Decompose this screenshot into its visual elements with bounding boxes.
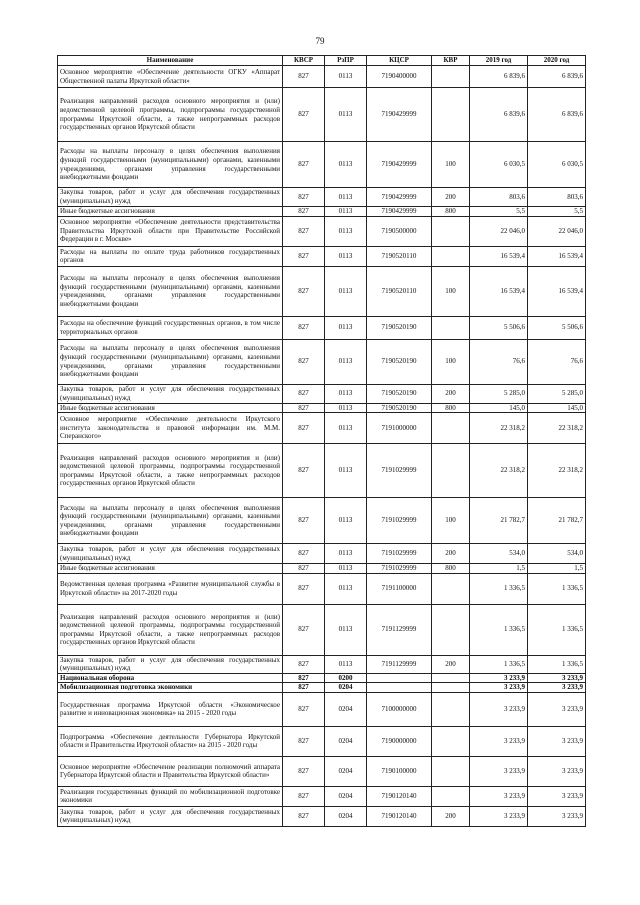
cell-y2019: 803,6 xyxy=(470,188,528,207)
cell-kcsr: 7190520190 xyxy=(367,339,432,384)
cell-y2020: 5,5 xyxy=(528,207,586,217)
cell-kvsr: 827 xyxy=(283,216,325,246)
cell-y2020: 1 336,5 xyxy=(528,604,586,655)
table-header-row xyxy=(58,56,586,66)
table-row xyxy=(58,444,586,498)
cell-y2019: 1,5 xyxy=(470,564,528,574)
cell-kvr xyxy=(432,683,470,693)
cell-name: Расходы на выплаты персоналу в целях обеспечения выполнения функций государственными (муниципальными) органами, казенными учреждениями, органами управления государственными внебюджетными фондами xyxy=(58,266,283,316)
cell-kvr: 200 xyxy=(432,384,470,403)
header-2020: 2020 год xyxy=(528,56,586,66)
cell-kcsr: 7190520190 xyxy=(367,403,432,413)
cell-rzpr: 0200 xyxy=(325,673,367,683)
cell-y2019: 22 318,2 xyxy=(470,444,528,498)
table-row xyxy=(58,498,586,544)
cell-kvsr: 827 xyxy=(283,573,325,604)
cell-kvr: 100 xyxy=(432,339,470,384)
table-row xyxy=(58,403,586,413)
cell-name: Основное мероприятие «Обеспечение реализации полномочий аппарата Губернатора Иркутской области и Правительства Иркутской области» xyxy=(58,756,283,786)
cell-kvr: 800 xyxy=(432,564,470,574)
cell-kvsr: 827 xyxy=(283,604,325,655)
table-row xyxy=(58,413,586,444)
cell-kcsr: 7191000000 xyxy=(367,413,432,444)
table-row xyxy=(58,786,586,806)
cell-kvr: 200 xyxy=(432,655,470,673)
table-row xyxy=(58,692,586,726)
cell-rzpr: 0113 xyxy=(325,88,367,142)
cell-kvr: 800 xyxy=(432,403,470,413)
cell-kcsr: 7190520190 xyxy=(367,384,432,403)
cell-y2020: 3 233,9 xyxy=(528,806,586,826)
cell-kcsr: 7191029999 xyxy=(367,564,432,574)
cell-name: Государственная программа Иркутской области «Экономическое развитие и инновационная экономика» на 2015 - 2020 годы xyxy=(58,692,283,726)
cell-y2019: 3 233,9 xyxy=(470,726,528,756)
table-row xyxy=(58,216,586,246)
cell-y2020: 534,0 xyxy=(528,544,586,564)
cell-kvsr: 827 xyxy=(283,316,325,339)
cell-rzpr: 0204 xyxy=(325,786,367,806)
cell-name: Иные бюджетные ассигнования xyxy=(58,564,283,574)
cell-y2020: 3 233,9 xyxy=(528,756,586,786)
header-kvsr: КВСР xyxy=(283,56,325,66)
cell-kvr: 200 xyxy=(432,188,470,207)
cell-kvr xyxy=(432,726,470,756)
cell-y2020: 3 233,9 xyxy=(528,692,586,726)
cell-name: Расходы на выплаты персоналу в целях обеспечения выполнения функций государственными (муниципальными) органами, казенными учреждениями, органами управления государственными внебюджетными фондами xyxy=(58,142,283,188)
cell-kcsr: 7191029999 xyxy=(367,444,432,498)
cell-rzpr: 0113 xyxy=(325,266,367,316)
cell-kvr xyxy=(432,573,470,604)
header-kvr: КВР xyxy=(432,56,470,66)
cell-y2020: 6 839,6 xyxy=(528,88,586,142)
cell-kvr xyxy=(432,246,470,266)
cell-y2020: 16 539,4 xyxy=(528,246,586,266)
cell-y2019: 76,6 xyxy=(470,339,528,384)
cell-kvr xyxy=(432,66,470,88)
cell-name: Закупка товаров, работ и услуг для обеспечения государственных (муниципальных) нужд xyxy=(58,806,283,826)
cell-kcsr: 7190000000 xyxy=(367,726,432,756)
cell-y2019: 3 233,9 xyxy=(470,786,528,806)
cell-y2020: 5 285,0 xyxy=(528,384,586,403)
cell-y2019: 6 839,6 xyxy=(470,66,528,88)
cell-kvsr: 827 xyxy=(283,806,325,826)
cell-name: Ведомственная целевая программа «Развитие муниципальной службы в Иркутской области» на 2017-2020 годы xyxy=(58,573,283,604)
cell-kcsr: 7190429999 xyxy=(367,88,432,142)
cell-y2019: 5 285,0 xyxy=(470,384,528,403)
cell-kvsr: 827 xyxy=(283,444,325,498)
cell-rzpr: 0204 xyxy=(325,806,367,826)
cell-y2019: 6 839,6 xyxy=(470,88,528,142)
table-row xyxy=(58,683,586,693)
cell-rzpr: 0113 xyxy=(325,142,367,188)
cell-kvr xyxy=(432,786,470,806)
cell-kvsr: 827 xyxy=(283,339,325,384)
header-rzpr: РзПР xyxy=(325,56,367,66)
table-row xyxy=(58,573,586,604)
cell-rzpr: 0113 xyxy=(325,573,367,604)
cell-kcsr: 7190400000 xyxy=(367,66,432,88)
cell-rzpr: 0204 xyxy=(325,683,367,693)
cell-y2019: 534,0 xyxy=(470,544,528,564)
cell-kvr: 200 xyxy=(432,806,470,826)
cell-y2020: 22 046,0 xyxy=(528,216,586,246)
cell-kvr xyxy=(432,756,470,786)
cell-kvr xyxy=(432,444,470,498)
cell-y2019: 3 233,9 xyxy=(470,673,528,683)
cell-rzpr: 0204 xyxy=(325,726,367,756)
cell-kvsr: 827 xyxy=(283,756,325,786)
cell-kvsr: 827 xyxy=(283,655,325,673)
cell-y2019: 5,5 xyxy=(470,207,528,217)
cell-kcsr: 7190520110 xyxy=(367,266,432,316)
cell-kvr: 200 xyxy=(432,544,470,564)
cell-rzpr: 0113 xyxy=(325,207,367,217)
cell-rzpr: 0113 xyxy=(325,403,367,413)
cell-y2020: 21 782,7 xyxy=(528,498,586,544)
cell-y2019: 6 030,5 xyxy=(470,142,528,188)
cell-kcsr: 7190429999 xyxy=(367,142,432,188)
table-row xyxy=(58,188,586,207)
cell-name: Расходы на выплаты персоналу в целях обеспечения выполнения функций государственными (муниципальными) органами, казенными учреждениями, органами управления государственными внебюджетными фондами xyxy=(58,339,283,384)
cell-kvsr: 827 xyxy=(283,544,325,564)
cell-rzpr: 0113 xyxy=(325,544,367,564)
cell-kvsr: 827 xyxy=(283,673,325,683)
cell-y2019: 21 782,7 xyxy=(470,498,528,544)
table-row xyxy=(58,142,586,188)
cell-name: Закупка товаров, работ и услуг для обеспечения государственных (муниципальных) нужд xyxy=(58,655,283,673)
cell-name: Иные бюджетные ассигнования xyxy=(58,403,283,413)
cell-kvr: 100 xyxy=(432,142,470,188)
cell-name: Подпрограмма «Обеспечение деятельности Губернатора Иркутской области и Правительства Иркутской области» на 2015 - 2020 годы xyxy=(58,726,283,756)
cell-kvsr: 827 xyxy=(283,384,325,403)
cell-y2020: 6 030,5 xyxy=(528,142,586,188)
table-row xyxy=(58,673,586,683)
budget-table xyxy=(57,55,586,827)
cell-kvsr: 827 xyxy=(283,786,325,806)
cell-y2020: 22 318,2 xyxy=(528,444,586,498)
table-row xyxy=(58,564,586,574)
cell-y2019: 145,0 xyxy=(470,403,528,413)
cell-rzpr: 0113 xyxy=(325,498,367,544)
cell-kcsr: 7190520110 xyxy=(367,246,432,266)
cell-rzpr: 0113 xyxy=(325,564,367,574)
cell-kcsr: 7191029999 xyxy=(367,544,432,564)
cell-y2019: 3 233,9 xyxy=(470,692,528,726)
cell-kcsr: 7190500000 xyxy=(367,216,432,246)
cell-kvsr: 827 xyxy=(283,142,325,188)
table-row xyxy=(58,604,586,655)
table-row xyxy=(58,316,586,339)
cell-kvr: 800 xyxy=(432,207,470,217)
cell-kvsr: 827 xyxy=(283,207,325,217)
cell-y2019: 16 539,4 xyxy=(470,266,528,316)
cell-kcsr xyxy=(367,673,432,683)
table-row xyxy=(58,88,586,142)
cell-kvsr: 827 xyxy=(283,498,325,544)
cell-kcsr: 7191129999 xyxy=(367,604,432,655)
cell-name: Реализация направлений расходов основного мероприятия и (или) ведомственной целевой программы, подпрограммы государственной программы Иркутской области, а также непрограммных расходов государственных органов Иркутской области xyxy=(58,88,283,142)
table-row xyxy=(58,655,586,673)
cell-rzpr: 0113 xyxy=(325,655,367,673)
cell-kvsr: 827 xyxy=(283,413,325,444)
table-row xyxy=(58,339,586,384)
cell-rzpr: 0113 xyxy=(325,188,367,207)
header-name: Наименование xyxy=(58,56,283,66)
cell-kvsr: 827 xyxy=(283,66,325,88)
cell-y2020: 803,6 xyxy=(528,188,586,207)
cell-rzpr: 0113 xyxy=(325,384,367,403)
table-body xyxy=(58,66,586,827)
cell-y2019: 1 336,5 xyxy=(470,655,528,673)
cell-name: Основное мероприятие «Обеспечение деятельности представительства Правительства Иркутской области при Правительстве Российской Федерации в г. Москве» xyxy=(58,216,283,246)
cell-y2020: 5 506,6 xyxy=(528,316,586,339)
cell-name: Расходы на обеспечение функций государственных органов, в том числе территориальных органов xyxy=(58,316,283,339)
cell-kcsr: 7190429999 xyxy=(367,207,432,217)
cell-y2020: 1 336,5 xyxy=(528,655,586,673)
cell-y2020: 1,5 xyxy=(528,564,586,574)
cell-name: Закупка товаров, работ и услуг для обеспечения государственных (муниципальных) нужд xyxy=(58,544,283,564)
cell-name: Мобилизационная подготовка экономики xyxy=(58,683,283,693)
cell-kcsr: 7191100000 xyxy=(367,573,432,604)
table-row xyxy=(58,266,586,316)
header-2019: 2019 год xyxy=(470,56,528,66)
cell-kcsr: 7190100000 xyxy=(367,756,432,786)
header-kcsr: КЦСР xyxy=(367,56,432,66)
cell-y2020: 3 233,9 xyxy=(528,786,586,806)
cell-y2019: 1 336,5 xyxy=(470,604,528,655)
cell-kvsr: 827 xyxy=(283,188,325,207)
cell-kvsr: 827 xyxy=(283,564,325,574)
table-row xyxy=(58,246,586,266)
cell-kvr xyxy=(432,604,470,655)
cell-name: Реализация направлений расходов основного мероприятия и (или) ведомственной целевой программы, подпрограммы государственной программы Иркутской области, а также непрограммных расходов государственных органов Иркутской области xyxy=(58,444,283,498)
cell-name: Закупка товаров, работ и услуг для обеспечения государственных (муниципальных) нужд xyxy=(58,384,283,403)
cell-rzpr: 0113 xyxy=(325,339,367,384)
cell-name: Расходы на выплаты персоналу в целях обеспечения выполнения функций государственными (муниципальными) органами, казенными учреждениями, органами управления государственными внебюджетными фондами xyxy=(58,498,283,544)
cell-kvr xyxy=(432,88,470,142)
table-row xyxy=(58,66,586,88)
cell-y2020: 22 318,2 xyxy=(528,413,586,444)
cell-kcsr: 7190120140 xyxy=(367,786,432,806)
cell-kvr: 100 xyxy=(432,498,470,544)
cell-kvsr: 827 xyxy=(283,403,325,413)
cell-name: Иные бюджетные ассигнования xyxy=(58,207,283,217)
cell-kcsr xyxy=(367,683,432,693)
cell-y2020: 16 539,4 xyxy=(528,266,586,316)
cell-kvr xyxy=(432,413,470,444)
cell-kvr: 100 xyxy=(432,266,470,316)
cell-kvsr: 827 xyxy=(283,683,325,693)
cell-y2020: 145,0 xyxy=(528,403,586,413)
table-row xyxy=(58,726,586,756)
cell-y2019: 16 539,4 xyxy=(470,246,528,266)
cell-kvsr: 827 xyxy=(283,88,325,142)
cell-y2020: 6 839,6 xyxy=(528,66,586,88)
cell-y2020: 1 336,5 xyxy=(528,573,586,604)
cell-y2020: 3 233,9 xyxy=(528,726,586,756)
cell-name: Реализация направлений расходов основного мероприятия и (или) ведомственной целевой программы, подпрограммы государственной программы Иркутской области, а также непрограммных расходов государственных органов Иркутской области xyxy=(58,604,283,655)
cell-y2020: 76,6 xyxy=(528,339,586,384)
cell-kcsr: 7190429999 xyxy=(367,188,432,207)
cell-name: Реализация государственных функций по мобилизационной подготовке экономики xyxy=(58,786,283,806)
cell-rzpr: 0204 xyxy=(325,692,367,726)
cell-kvr xyxy=(432,216,470,246)
cell-y2019: 3 233,9 xyxy=(470,683,528,693)
cell-y2019: 5 506,6 xyxy=(470,316,528,339)
cell-name: Национальная оборона xyxy=(58,673,283,683)
cell-kvr xyxy=(432,316,470,339)
cell-kvr xyxy=(432,673,470,683)
table-row xyxy=(58,806,586,826)
cell-rzpr: 0113 xyxy=(325,413,367,444)
cell-rzpr: 0113 xyxy=(325,216,367,246)
cell-y2020: 3 233,9 xyxy=(528,683,586,693)
cell-rzpr: 0113 xyxy=(325,604,367,655)
cell-kcsr: 7191029999 xyxy=(367,498,432,544)
cell-rzpr: 0113 xyxy=(325,246,367,266)
cell-rzpr: 0113 xyxy=(325,444,367,498)
table-row xyxy=(58,207,586,217)
page-number: 79 xyxy=(315,36,325,46)
cell-y2019: 3 233,9 xyxy=(470,756,528,786)
cell-kcsr: 7100000000 xyxy=(367,692,432,726)
table-row xyxy=(58,384,586,403)
table-row xyxy=(58,544,586,564)
cell-rzpr: 0204 xyxy=(325,756,367,786)
cell-kcsr: 7190120140 xyxy=(367,806,432,826)
cell-y2020: 3 233,9 xyxy=(528,673,586,683)
cell-kvsr: 827 xyxy=(283,246,325,266)
cell-kvsr: 827 xyxy=(283,692,325,726)
cell-name: Закупка товаров, работ и услуг для обеспечения государственных (муниципальных) нужд xyxy=(58,188,283,207)
cell-kvsr: 827 xyxy=(283,266,325,316)
cell-kvr xyxy=(432,692,470,726)
cell-y2019: 22 046,0 xyxy=(470,216,528,246)
cell-y2019: 22 318,2 xyxy=(470,413,528,444)
cell-kvsr: 827 xyxy=(283,726,325,756)
cell-name: Основное мероприятие «Обеспечение деятельности Иркутского института законодательства и правовой информации им. М.М. Сперанского» xyxy=(58,413,283,444)
cell-name: Расходы на выплаты по оплате труда работников государственных органов xyxy=(58,246,283,266)
cell-rzpr: 0113 xyxy=(325,316,367,339)
table-row xyxy=(58,756,586,786)
cell-rzpr: 0113 xyxy=(325,66,367,88)
cell-y2019: 3 233,9 xyxy=(470,806,528,826)
cell-y2019: 1 336,5 xyxy=(470,573,528,604)
cell-kcsr: 7190520190 xyxy=(367,316,432,339)
cell-name: Основное мероприятие «Обеспечение деятельности ОГКУ «Аппарат Общественной палаты Иркутской области» xyxy=(58,66,283,88)
cell-kcsr: 7191129999 xyxy=(367,655,432,673)
